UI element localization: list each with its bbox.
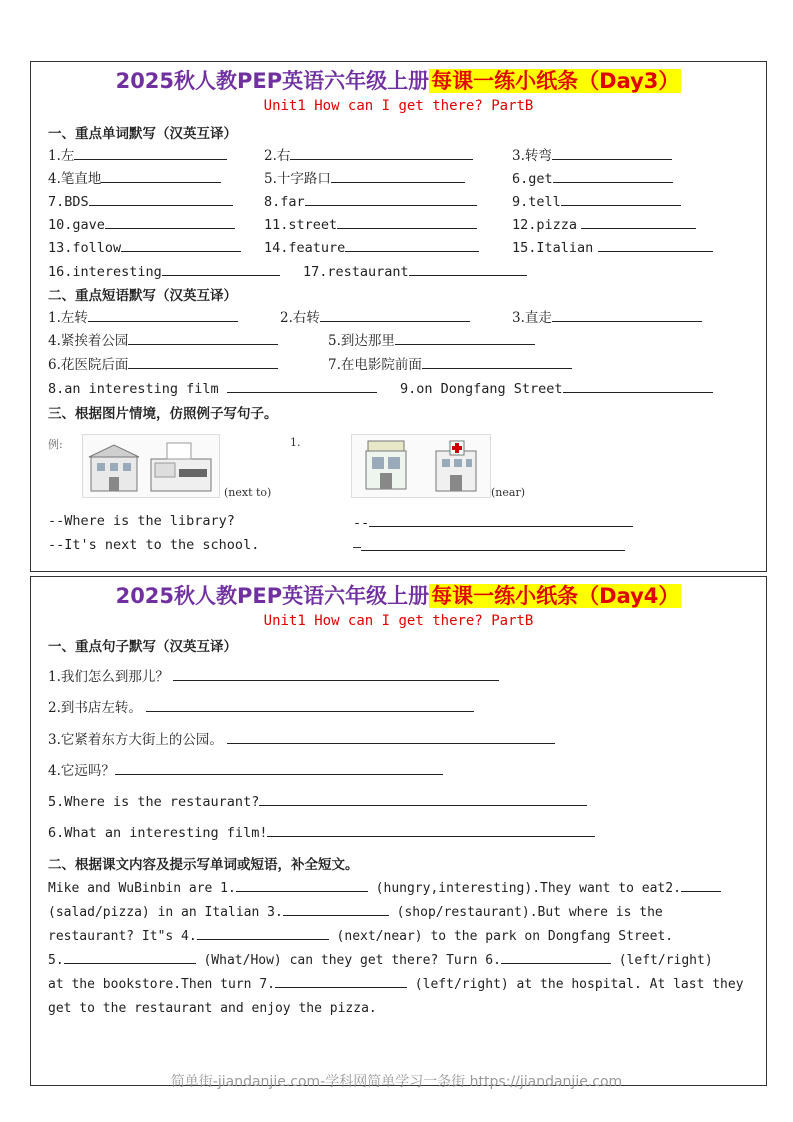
answer-blank[interactable] [162,261,280,276]
question1-label: 1. [290,436,301,449]
word-item: 16.interesting [48,261,280,281]
day3-card [30,61,767,572]
answer-blank[interactable] [369,512,633,527]
cloze-blank-4[interactable] [197,927,329,940]
answer-blank[interactable] [259,791,587,806]
answer-blank[interactable] [361,536,625,551]
answer-blank[interactable] [345,237,479,252]
cloze-passage: Mike and WuBinbin are 1. (hungry,interesting).They want to eat2. (salad/pizza) in an Italian 3. (shop/restaurant).But where is the restaurant? It"s 4. (next/near) to the park on Dongfang Street. 5. (What/How) can they get there? Turn 6. (left/right) at the bookstore.Then turn 7. (left/right) at the hospital. At last they get to the restaurant and enjoy the pizza. [48,881,744,1016]
cloze-blank-6[interactable] [501,951,611,964]
school-library-picture [82,434,220,498]
answer-blank[interactable] [581,214,696,229]
answer-blank[interactable] [422,354,572,369]
day3-title: 2025秋人教PEP英语六年级上册每课一练小纸条（Day3） [115,69,680,93]
word-item: 6.get [512,168,673,188]
phrase-item: 3.直走 [512,307,702,327]
phrase-item: 9.on Dongfang Street [400,378,713,398]
question1-caption: (near) [491,486,525,499]
answer-blank[interactable] [146,697,474,712]
answer-blank[interactable] [331,168,465,183]
day4-title: 2025秋人教PEP英语六年级上册每课一练小纸条（Day4） [115,584,680,608]
word-item: 7.BDS [48,191,233,211]
word-item: 15.Italian [512,237,713,257]
word-item: 13.follow [48,237,241,257]
day4-section1-heading: 一、重点句子默写（汉英互译） [48,639,237,655]
day3-subtitle: Unit1 How can I get there? PartB [263,98,534,114]
word-item: 17.restaurant [303,261,527,281]
phrase-item: 7.在电影院前面 [328,354,572,374]
answer-blank[interactable] [305,191,477,206]
phrase-item: 1.左转 [48,307,238,327]
answer-blank[interactable] [563,378,713,393]
answer-blank[interactable] [227,378,377,393]
answer-blank[interactable] [552,307,702,322]
sentence-item: 3.它紧着东方大街上的公园。 [48,729,555,749]
day4-section2-heading: 二、根据课文内容及提示写单词或短语，补全短文。 [48,857,359,873]
phrase-item: 5.到达那里 [328,330,535,350]
word-item: 11.street [264,214,477,234]
example-answer: --It's next to the school. [48,537,260,553]
cloze-blank-7[interactable] [275,975,407,988]
answer-blank[interactable] [121,237,241,252]
day4-card [30,576,767,1086]
word-item: 2.右 [264,145,473,165]
word-item: 10.gave [48,214,235,234]
question1-answer-line: -- [353,512,633,532]
word-item: 1.左 [48,145,227,165]
answer-blank[interactable] [128,354,278,369]
answer-blank[interactable] [290,145,473,160]
day3-section2-heading: 二、重点短语默写（汉英互译） [48,288,237,304]
answer-blank[interactable] [552,145,672,160]
phrase-item: 8.an interesting film [48,378,377,398]
sentence-item: 4.它远吗？ [48,760,443,780]
word-item: 5.十字路口 [264,168,465,188]
day3-section1-heading: 一、重点单词默写（汉英互译） [48,126,237,142]
shop-hospital-picture [351,434,491,498]
sentence-item: 6.What an interesting film! [48,822,595,842]
answer-blank[interactable] [553,168,673,183]
answer-blank[interactable] [395,330,535,345]
word-item: 12.pizza [512,214,696,234]
answer-blank[interactable] [89,191,233,206]
answer-blank[interactable] [88,307,238,322]
example-label: 例: [48,438,63,451]
answer-blank[interactable] [101,168,221,183]
example-question: --Where is the library? [48,513,235,529]
answer-blank[interactable] [105,214,235,229]
cloze-blank-2[interactable] [681,879,721,892]
word-item: 8.far [264,191,477,211]
day3-section3-heading: 三、根据图片情境，仿照例子写句子。 [48,406,278,422]
answer-blank[interactable] [561,191,681,206]
question1-answer-line: — [353,536,625,556]
sentence-item: 1.我们怎么到那儿？ [48,666,499,686]
answer-blank[interactable] [173,666,499,681]
answer-blank[interactable] [74,145,227,160]
answer-blank[interactable] [320,307,470,322]
sentence-item: 2.到书店左转。 [48,697,474,717]
word-item: 9.tell [512,191,681,211]
answer-blank[interactable] [409,261,527,276]
phrase-item: 6.花医院后面 [48,354,278,374]
answer-blank[interactable] [227,729,555,744]
cloze-blank-3[interactable] [283,903,389,916]
answer-blank[interactable] [128,330,278,345]
answer-blank[interactable] [337,214,477,229]
answer-blank[interactable] [598,237,713,252]
example-caption: (next to) [224,486,272,499]
footer-watermark: 简单街-jiandanjie.com-学科网简单学习一条街 https://jiandanjie.com [170,1074,623,1090]
cloze-blank-1[interactable] [236,879,368,892]
word-item: 14.feature [264,237,479,257]
answer-blank[interactable] [267,822,595,837]
sentence-item: 5.Where is the restaurant? [48,791,587,811]
phrase-item: 4.紧挨着公园 [48,330,278,350]
word-item: 3.转弯 [512,145,672,165]
word-item: 4.笔直地 [48,168,221,188]
day4-subtitle: Unit1 How can I get there? PartB [263,613,534,629]
phrase-item: 2.右转 [280,307,470,327]
cloze-blank-5[interactable] [64,951,196,964]
answer-blank[interactable] [115,760,443,775]
